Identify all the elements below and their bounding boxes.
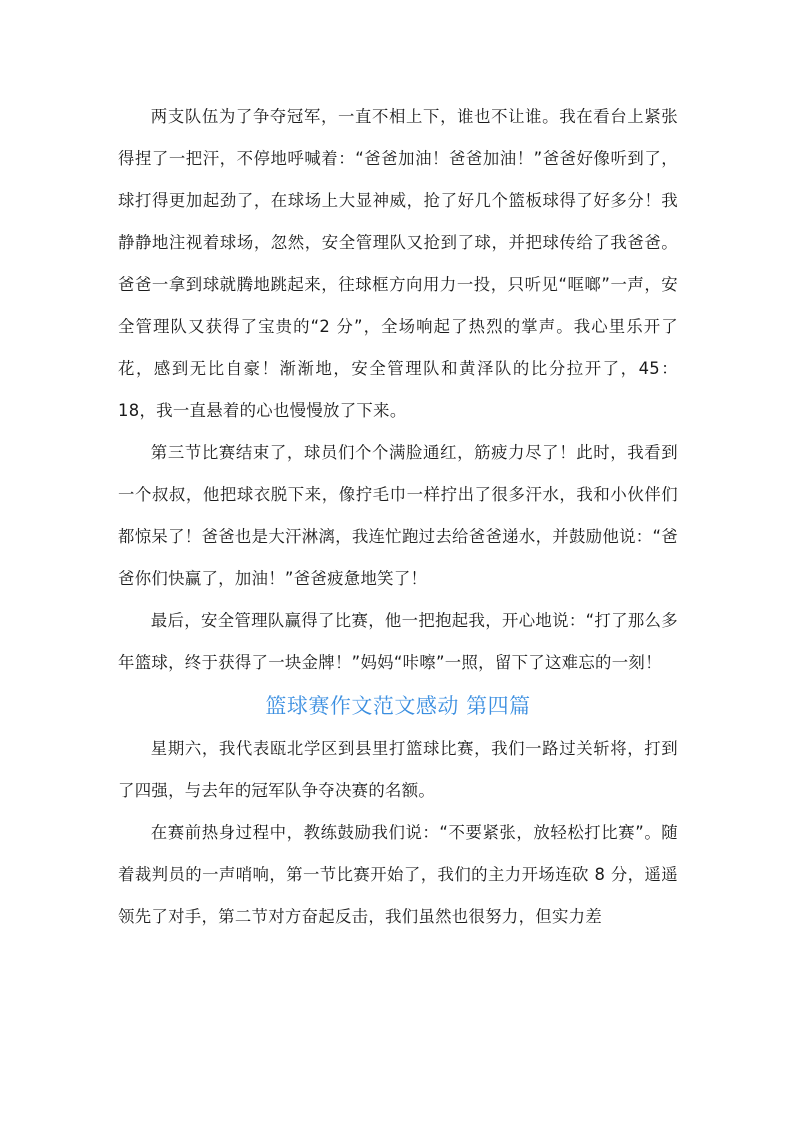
paragraph: 星期六，我代表瓯北学区到县里打篮球比赛，我们一路过关斩将，打到了四强，与去年的冠军队争夺决赛的名额。 (118, 739, 678, 800)
paragraph: 第三节比赛结束了，球员们个个满脸通红，筋疲力尽了！此时，我看到一个叔叔，他把球衣脱下来，像拧毛巾一样拧出了很多汗水，我和小伙伴们都惊呆了！爸爸也是大汗淋漓，我连忙跑过去给爸爸递水，并鼓励他说：“爸爸你们快赢了，加油！”爸爸疲惫地笑了！ (118, 443, 678, 588)
document-page (118, 96, 678, 938)
paragraph: 最后，安全管理队赢得了比赛，他一把抱起我，开心地说：“打了那么多年篮球，终于获得了一块金牌！”妈妈“咔嚓”一照，留下了这难忘的一刻！ (118, 611, 678, 672)
paragraph: 在赛前热身过程中，教练鼓励我们说：“不要紧张，放轻松打比赛”。随着裁判员的一声哨响，第一节比赛开始了，我们的主力开场连砍 8 分，遥遥领先了对手，第二节对方奋起反击，我们虽然也很努力，但实力差 (118, 823, 678, 926)
paragraph: 两支队伍为了争夺冠军，一直不相上下，谁也不让谁。我在看台上紧张得捏了一把汗，不停地呼喊着：“爸爸加油！爸爸加油！”爸爸好像听到了，球打得更加起劲了，在球场上大显神威，抢了好几个篮板球得了好多分！我静静地注视着球场，忽然，安全管理队又抢到了球，并把球传给了我爸爸。爸爸一拿到球就腾地跳起来，往球框方向用力一投，只听见“哐啷”一声，安全管理队又获得了宝贵的“2 分”，全场响起了热烈的掌声。我心里乐开了花，感到无比自豪！渐渐地，安全管理队和黄泽队的比分拉开了，45：18，我一直悬着的心也慢慢放了下来。 (118, 107, 678, 420)
section-title: 篮球赛作文范文感动 第四篇 (265, 694, 531, 718)
